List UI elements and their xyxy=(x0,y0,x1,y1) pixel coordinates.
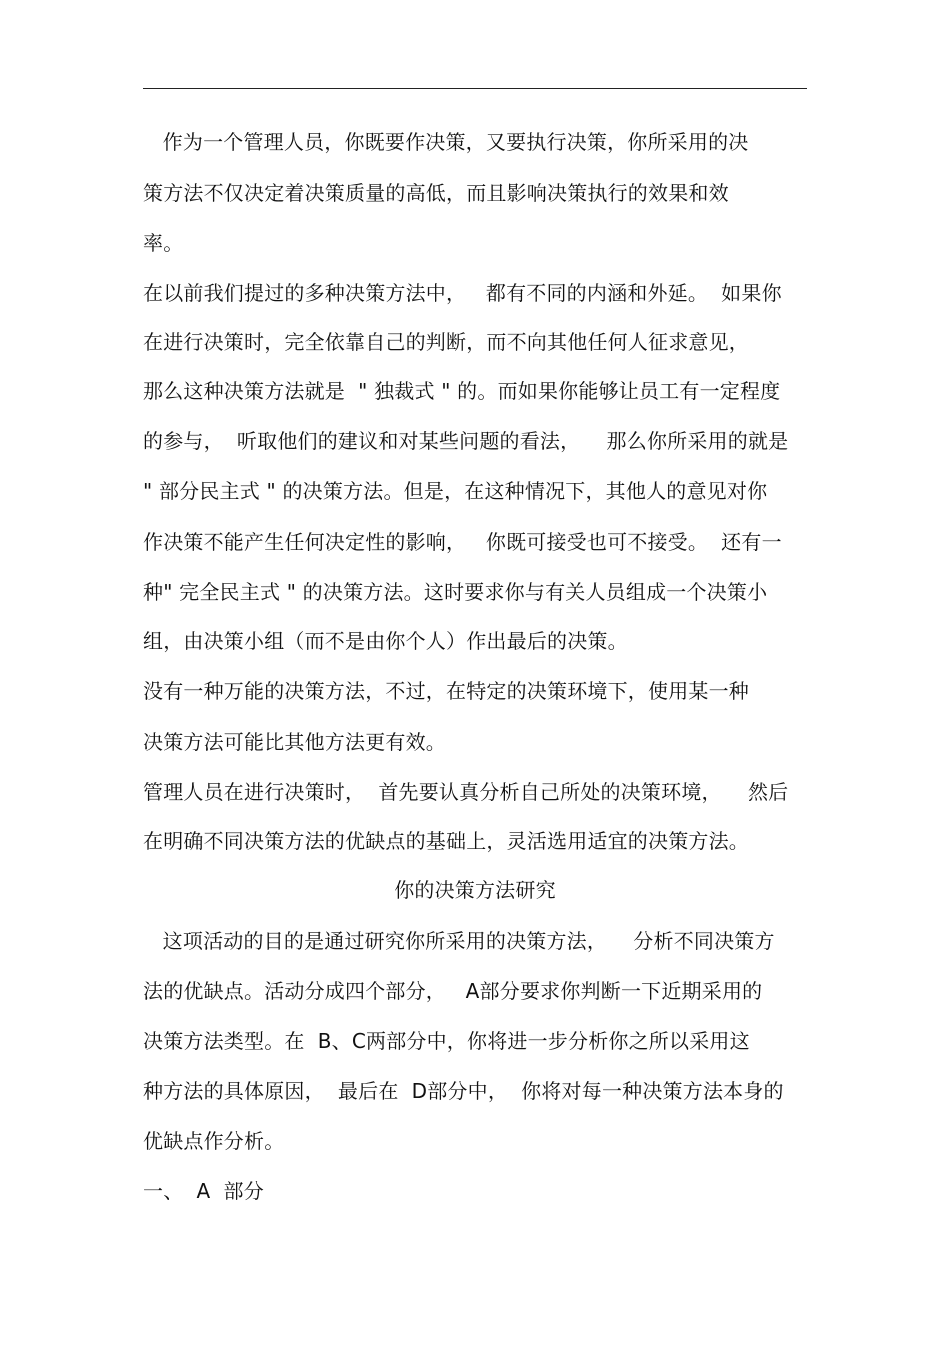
paragraph-line: 那么这种决策方法就是 " 独裁式 " 的。而如果你能够让员工有一定程度 xyxy=(143,379,781,403)
paragraph-line: 种方法的具体原因， 最后在 D部分中， 你将对每一种决策方法本身的 xyxy=(143,1079,784,1103)
section-title: 你的决策方法研究 xyxy=(394,878,556,902)
paragraph-line: 这项活动的目的是通过研究你所采用的决策方法， 分析不同决策方 xyxy=(143,929,775,953)
paragraph-line: 的参与， 听取他们的建议和对某些问题的看法， 那么你所采用的就是 xyxy=(143,429,789,453)
paragraph-line: 在以前我们提过的多种决策方法中， 都有不同的内涵和外延。 如果你 xyxy=(143,281,782,305)
paragraph-line: 策方法不仅决定着决策质量的高低，而且影响决策执行的效果和效 xyxy=(143,181,729,205)
paragraph-line: 管理人员在进行决策时， 首先要认真分析自己所处的决策环境， 然后 xyxy=(143,780,789,804)
paragraph-line: 决策方法类型。在 B、C两部分中，你将进一步分析你之所以采用这 xyxy=(143,1029,750,1053)
paragraph-line: 组，由决策小组（而不是由你个人）作出最后的决策。 xyxy=(143,629,628,653)
header-rule xyxy=(143,88,807,89)
paragraph-line: 种" 完全民主式 " 的决策方法。这时要求你与有关人员组成一个决策小 xyxy=(143,580,768,604)
section-heading: 一、 A 部分 xyxy=(143,1179,264,1203)
paragraph-line: 法的优缺点。活动分成四个部分， A部分要求你判断一下近期采用的 xyxy=(143,979,763,1003)
paragraph-line: 率。 xyxy=(143,231,184,255)
paragraph-line: 没有一种万能的决策方法，不过，在特定的决策环境下，使用某一种 xyxy=(143,679,749,703)
paragraph-line: 决策方法可能比其他方法更有效。 xyxy=(143,730,446,754)
paragraph-line: " 部分民主式 " 的决策方法。但是，在这种情况下，其他人的意见对你 xyxy=(143,479,768,503)
paragraph-line: 作为一个管理人员，你既要作决策，又要执行决策，你所采用的决 xyxy=(143,130,749,154)
paragraph-line: 优缺点作分析。 xyxy=(143,1129,285,1153)
paragraph-line: 在进行决策时，完全依靠自己的判断，而不向其他任何人征求意见， xyxy=(143,330,749,354)
paragraph-line: 作决策不能产生任何决定性的影响， 你既可接受也可不接受。 还有一 xyxy=(143,530,782,554)
paragraph-line: 在明确不同决策方法的优缺点的基础上，灵活选用适宜的决策方法。 xyxy=(143,829,749,853)
